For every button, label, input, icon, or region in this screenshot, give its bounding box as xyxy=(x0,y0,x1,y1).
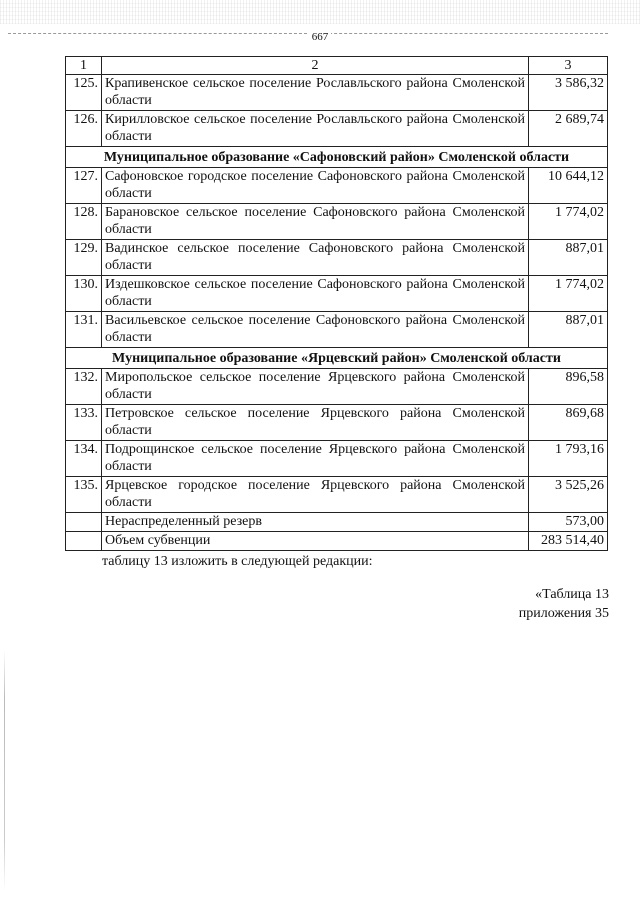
subvention-value: 573,00 xyxy=(529,513,608,532)
subvention-value: 887,01 xyxy=(529,240,608,276)
section-title: Муниципальное образование «Сафоновский район» Смоленской области xyxy=(66,147,608,168)
settlement-name: Ярцевское городское поселение Ярцевского района Смоленской области xyxy=(102,477,529,513)
row-number: 133. xyxy=(66,405,102,441)
settlement-name: Подрощинское сельское поселение Ярцевского района Смоленской области xyxy=(102,441,529,477)
caption-line-1: «Таблица 13 xyxy=(535,587,609,602)
subvention-value: 2 689,74 xyxy=(529,111,608,147)
amendment-text: таблицу 13 изложить в следующей редакции: xyxy=(102,554,373,569)
row-number: 129. xyxy=(66,240,102,276)
row-number: 128. xyxy=(66,204,102,240)
settlement-name: Объем субвенции xyxy=(102,532,529,551)
row-number: 130. xyxy=(66,276,102,312)
section-title: Муниципальное образование «Ярцевский район» Смоленской области xyxy=(66,348,608,369)
subvention-value: 896,58 xyxy=(529,369,608,405)
scan-edge-mark xyxy=(4,650,5,890)
header-col-2: 2 xyxy=(102,57,529,75)
table-caption xyxy=(519,585,609,623)
table-header-row xyxy=(66,57,608,75)
table-row xyxy=(66,405,608,441)
scan-noise-top xyxy=(0,0,640,24)
row-number: 132. xyxy=(66,369,102,405)
subvention-table-body xyxy=(66,57,608,551)
table-row xyxy=(66,75,608,111)
subvention-value: 1 774,02 xyxy=(529,204,608,240)
settlement-name: Васильевское сельское поселение Сафоновского района Смоленской области xyxy=(102,312,529,348)
row-number: 127. xyxy=(66,168,102,204)
row-number: 135. xyxy=(66,477,102,513)
table-row xyxy=(66,204,608,240)
table-row xyxy=(66,276,608,312)
page-number-text: 667 xyxy=(309,31,332,43)
table-row xyxy=(66,513,608,532)
subvention-value: 3 586,32 xyxy=(529,75,608,111)
subvention-value: 10 644,12 xyxy=(529,168,608,204)
subvention-value: 1 774,02 xyxy=(529,276,608,312)
row-number: 126. xyxy=(66,111,102,147)
header-col-1: 1 xyxy=(66,57,102,75)
settlement-name: Крапивенское сельское поселение Рославльского района Смоленской области xyxy=(102,75,529,111)
settlement-name: Миропольское сельское поселение Ярцевского района Смоленской области xyxy=(102,369,529,405)
table-row xyxy=(66,441,608,477)
settlement-name: Вадинское сельское поселение Сафоновского района Смоленской области xyxy=(102,240,529,276)
subvention-value: 869,68 xyxy=(529,405,608,441)
row-number: 125. xyxy=(66,75,102,111)
settlement-name: Нераспределенный резерв xyxy=(102,513,529,532)
row-number: 131. xyxy=(66,312,102,348)
settlement-name: Барановское сельское поселение Сафоновского района Смоленской области xyxy=(102,204,529,240)
settlement-name: Петровское сельское поселение Ярцевского района Смоленской области xyxy=(102,405,529,441)
table-row xyxy=(66,477,608,513)
subvention-value: 283 514,40 xyxy=(529,532,608,551)
row-number: 134. xyxy=(66,441,102,477)
section-row xyxy=(66,147,608,168)
section-row xyxy=(66,348,608,369)
row-number xyxy=(66,513,102,532)
table-row xyxy=(66,168,608,204)
table-row xyxy=(66,369,608,405)
settlement-name: Издешковское сельское поселение Сафоновского района Смоленской области xyxy=(102,276,529,312)
caption-line-2: приложения 35 xyxy=(518,606,609,621)
header-col-3: 3 xyxy=(529,57,608,75)
subvention-value: 887,01 xyxy=(529,312,608,348)
table-row xyxy=(66,532,608,551)
row-number xyxy=(66,532,102,551)
subvention-value: 1 793,16 xyxy=(529,441,608,477)
settlement-name: Кирилловское сельское поселение Рославльского района Смоленской области xyxy=(102,111,529,147)
subvention-table xyxy=(65,56,608,551)
page-number xyxy=(0,31,640,43)
subvention-value: 3 525,26 xyxy=(529,477,608,513)
table-row xyxy=(66,312,608,348)
table-row xyxy=(66,111,608,147)
settlement-name: Сафоновское городское поселение Сафоновского района Смоленской области xyxy=(102,168,529,204)
table-row xyxy=(66,240,608,276)
